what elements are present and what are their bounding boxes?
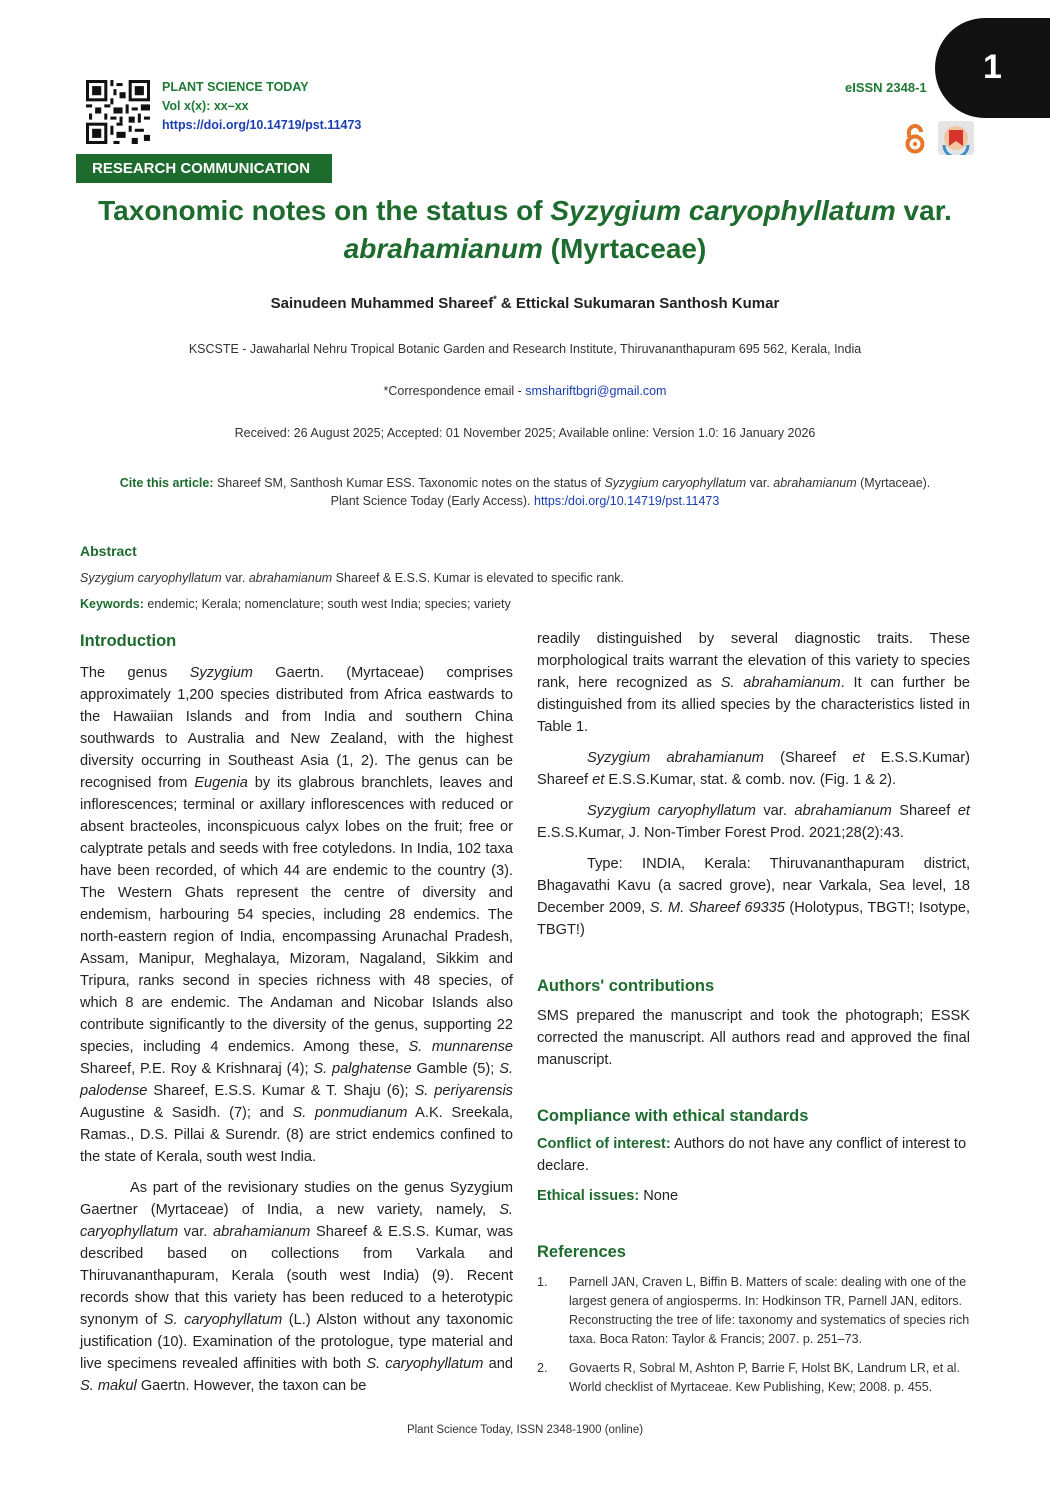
correspondence-email[interactable]: smshariftbgri@gmail.com	[525, 384, 667, 398]
journal-name: PLANT SCIENCE TODAY	[162, 80, 309, 94]
contributions-text: SMS prepared the manuscript and took the photograph; ESSK corrected the manuscript. All authors read and approved the final manuscript.	[537, 1008, 970, 1068]
reference-item: 2. Govaerts R, Sobral M, Ashton P, Barrie F, Holst BK, Landrum LR, et al. World checklist of Myrtaceae. Kew Publishing, Kew; 2008. p. 455.	[537, 1361, 960, 1394]
ethics-heading: Compliance with ethical standards	[537, 1107, 809, 1125]
conflict-of-interest: Conflict of interest: Authors do not have any conflict of interest to declare.	[537, 1136, 967, 1174]
reference-item: 1. Parnell JAN, Craven L, Biffin B. Matters of scale: dealing with one of the largest genera of angiosperms. In: Hodkinson TR, Parnell JAN, editors. Reconstructing the tree of life: taxonomy and systematics of species rich taxa. Boca Raton: Taylor & Francis; 2007. p. 251–73.	[537, 1275, 970, 1346]
author-list: Sainudeen Muhammed Shareef* & Ettickal Sukumaran Santhosh Kumar	[270, 294, 780, 312]
correspondence: *Correspondence email - smshariftbgri@gmail.com	[383, 384, 667, 398]
nomenclature-basionym: Syzygium caryophyllatum var. abrahamianum Shareef et E.S.S.Kumar, J. Non-Timber Forest Prod. 2021;28(2):43.	[537, 803, 970, 841]
right-column	[537, 628, 970, 1397]
page-number: 1	[983, 48, 1002, 86]
references-heading: References	[537, 1243, 626, 1261]
right-paragraph-1: readily distinguished by several diagnostic traits. These morphological traits warrant the elevation of this variety to species rank, here recognized as S. abrahamianum. It can further be distinguished from its allied species by the characteristics listed in Table 1.	[537, 631, 970, 735]
left-column	[80, 662, 513, 1397]
cite-doi-link[interactable]: https:/doi.org/10.14719/pst.11473	[534, 494, 720, 508]
introduction-heading: Introduction	[80, 632, 177, 650]
abstract-heading: Abstract	[80, 543, 137, 559]
open-access-icon	[902, 124, 928, 154]
contributions-heading: Authors' contributions	[537, 977, 715, 995]
article-title: Taxonomic notes on the status of Syzygium caryophyllatum var. abrahamianum (Myrtaceae)	[98, 195, 952, 264]
qr-code-icon	[86, 80, 150, 144]
intro-paragraph-2: As part of the revisionary studies on the genus Syzygium Gaertner (Myrtaceae) of India, a new variety, namely, S. caryophyllatum var. abrahamianum Shareef & E.S.S. Kumar, was described based on collections from Varkala and Thiruvananthapuram, Kerala (south west India) (9). Recent records show that this variety has been reduced to a heterotypic synonym of S. caryophyllatum (L.) Alston without any taxonomic justification (10). Examination of the protologue, type material and live specimens revealed affinities with both S. caryophyllatum and S. makul Gaertn. However, the taxon can be	[80, 1180, 514, 1394]
article-dates: Received: 26 August 2025; Accepted: 01 November 2025; Available online: Version 1.0: 16 January 2026	[234, 426, 816, 440]
type-specimen: Type: INDIA, Kerala: Thiruvananthapuram district, Bhagavathi Kavu (a sacred grove), near Varkala, Sea level, 18 December 2009, S. M. Shareef 69335 (Holotypus, TBGT!; Isotype, TBGT!)	[537, 856, 971, 938]
keywords: Keywords: endemic; Kerala; nomenclature; south west India; species; variety	[80, 597, 511, 611]
cite-article: Cite this article: Shareef SM, Santhosh Kumar ESS. Taxonomic notes on the status of Syzygium caryophyllatum var. abrahamianum (Myrtaceae). Plant Science Today (Early Access). https:/doi.org/10.14719/pst.11473	[119, 476, 931, 508]
section-banner: RESEARCH COMMUNICATION	[76, 154, 332, 183]
page-number-tab	[935, 18, 1050, 118]
crossmark-icon[interactable]	[938, 121, 974, 155]
journal-info	[162, 78, 462, 135]
nomenclature-new-combination: Syzygium abrahamianum (Shareef et E.S.S.Kumar) Shareef et E.S.S.Kumar, stat. & comb. nov. (Fig. 1 & 2).	[537, 750, 970, 788]
ethical-issues: Ethical issues: None	[537, 1188, 679, 1204]
eissn: eISSN 2348-1	[845, 80, 927, 95]
journal-doi-link[interactable]: https://doi.org/10.14719/pst.11473	[162, 118, 362, 132]
affiliation: KSCSTE - Jawaharlal Nehru Tropical Botanic Garden and Research Institute, Thiruvananthapuram 695 562, Kerala, India	[188, 342, 862, 356]
journal-volume: Vol x(x): xx–xx	[162, 99, 249, 113]
page-footer: Plant Science Today, ISSN 2348-1900 (online)	[406, 1424, 644, 1436]
abstract-text: Syzygium caryophyllatum var. abrahamianum Shareef & E.S.S. Kumar is elevated to specific rank.	[80, 571, 625, 585]
intro-paragraph-1: The genus Syzygium Gaertn. (Myrtaceae) comprises approximately 1,200 species distributed from Africa eastwards to the Hawaiian Islands and from India and southern China southwards to Australia and New Zealand, with the highest diversity occurring in Southeast Asia (1, 2). The genus can be recognised from Eugenia by its glabrous branchlets, leaves and inflorescences; terminal or axillary inflorescences with reduced or absent bracteoles, inconspicuous calyx lobes on the fruit; free or calyptrate petals and seeds with free cotyledons. In India, 102 taxa have been recorded, of which 44 are endemic to the country (3). The Western Ghats represent the centre of diversity and endemism, harbouring 54 species, including 28 endemics. The north-eastern region of India, encompassing Arunachal Pradesh, Assam, Manipur, Meghalaya, Mizoram, Nagaland, Sikkim and Tripura, ranks second in species richness with 48 species, of which 8 are endemic. The Andaman and Nicobar Islands also contribute significantly to the diversity of the genus, supporting 22 species, including 4 endemics. Among these, S. munnarense Shareef, P.E. Roy & Krishnaraj (4); S. palghatense Gamble (5); S. palodense Shareef, E.S.S. Kumar & T. Shaju (6); S. periyarensis Augustine & Sasidh. (7); and S. ponmudianum A.K. Sreekala, Ramas., D.S. Pillai & Surendr. (8) are strict endemics confined to the state of Kerala, south west India.	[80, 665, 514, 1165]
